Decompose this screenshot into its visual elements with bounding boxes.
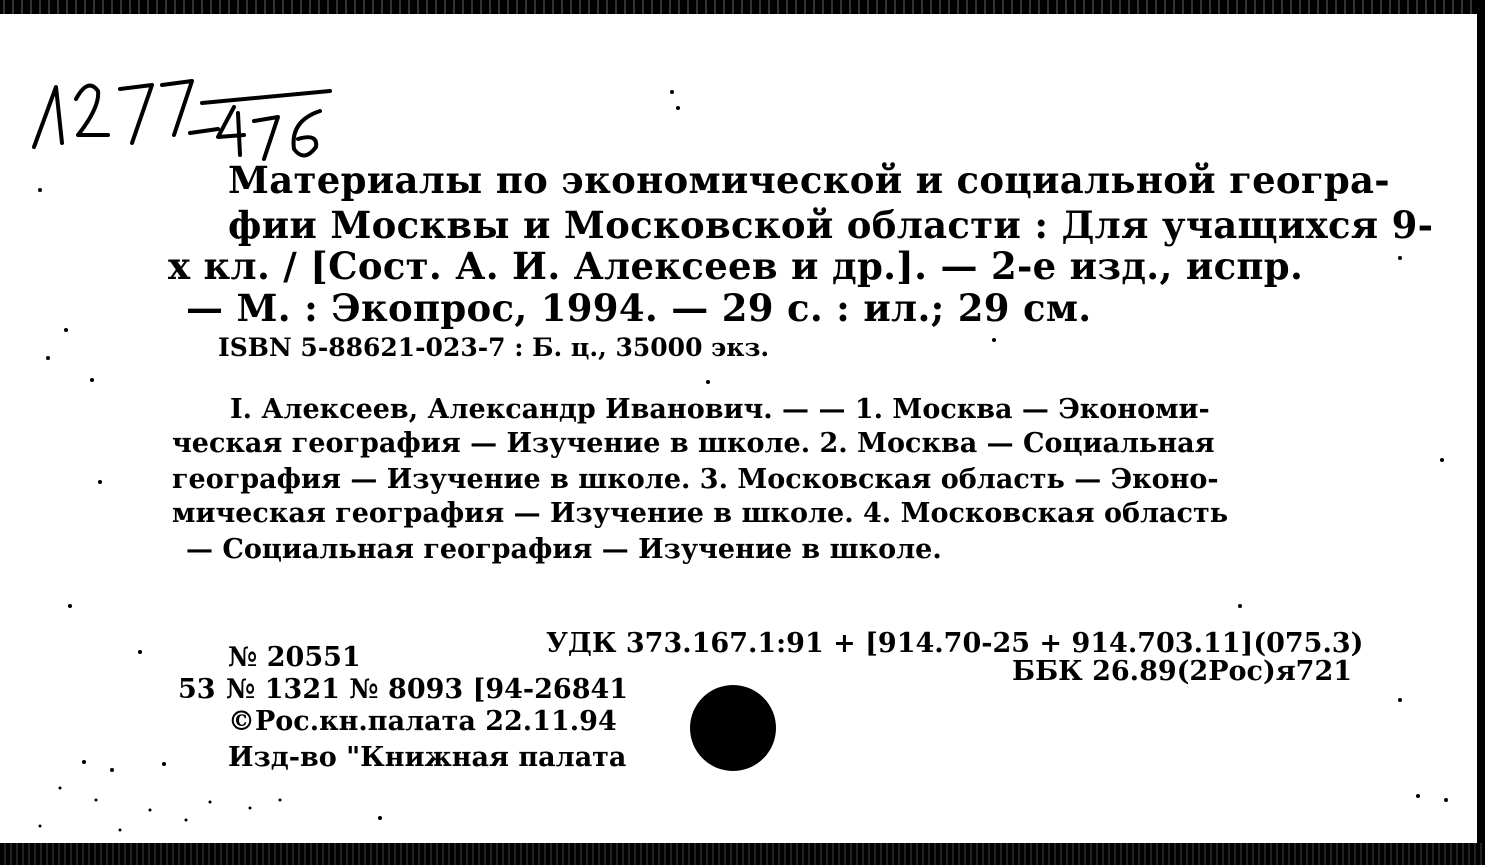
scan-edge-right [1477,0,1485,865]
punch-hole [690,685,776,771]
description-line-3: х кл. / [Сост. А. И. Алексеев и др.]. — 2-е изд., испр. [168,244,1304,288]
udk-code: УДК 373.167.1:91 + [914.70-25 + 914.703.11](075.3) [546,628,1364,659]
description-line-2: фии Москвы и Московской области : Для учащихся 9- [228,203,1434,247]
isbn-line: ISBN 5-88621-023-7 : Б. ц., 35000 экз. [218,333,770,362]
description-line-1: Материалы по экономической и социальной геогра- [228,158,1390,202]
subject-line-3: география — Изучение в школе. 3. Московская область — Эконо- [172,464,1219,495]
description-line-4: — М. : Экопрос, 1994. — 29 с. : ил.; 29 см. [186,286,1092,330]
scan-edge-bottom [0,843,1485,865]
publisher-line: Изд-во "Книжная палата [228,742,627,773]
bbk-code: ББК 26.89(2Рос)я721 [1012,656,1353,687]
card-number: № 20551 [228,642,361,673]
registration-numbers: № 1321 № 8093 [94-26841 [226,674,629,705]
subject-line-2: ческая география — Изучение в школе. 2. Москва — Социальная [172,428,1215,459]
copyright-line: ©Рос.кн.палата 22.11.94 [228,706,617,737]
subject-line-4: мическая география — Изучение в школе. 4. Московская область [172,498,1229,529]
scan-edge-top [0,0,1485,14]
handwritten-inventory-number [28,55,338,165]
subject-line-5: — Социальная география — Изучение в школе. [186,534,942,565]
subject-line-1: I. Алексеев, Александр Иванович. — — 1. Москва — Экономи- [230,394,1210,425]
card-prefix: 53 [178,674,216,705]
